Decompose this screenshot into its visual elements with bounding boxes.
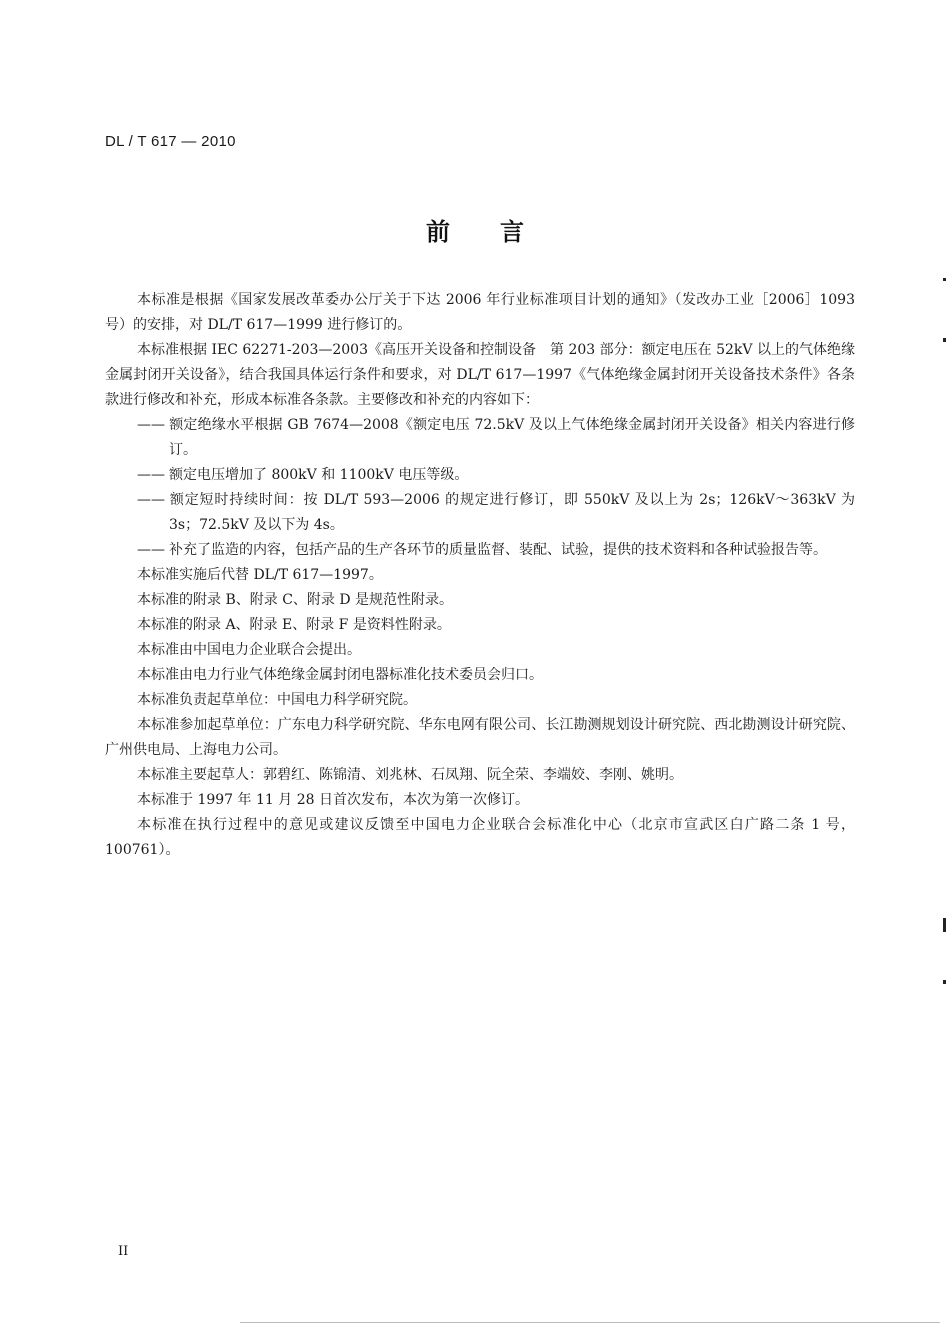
paragraph: 本标准根据 IEC 62271-203—2003《高压开关设备和控制设备 第 203 部分：额定电压在 52kV 以上的气体绝缘金属封闭开关设备》，结合我国具体运行条件和要求，对 DL/T 617—1997《气体绝缘金属封闭开关设备技术条件》各条款进行修改和补充，形成本标准各条款。主要修改和补充的内容如下： [105, 342, 855, 408]
list-item [137, 413, 855, 463]
paragraph: 本标准由中国电力企业联合会提出。 [137, 642, 361, 658]
paragraph: 本标准负责起草单位：中国电力科学研究院。 [137, 692, 417, 708]
list-item-text: 额定绝缘水平根据 GB 7674—2008《额定电压 72.5kV 及以上气体绝缘金属封闭开关设备》相关内容进行修订。 [169, 417, 855, 458]
scan-edge-mark [943, 918, 946, 932]
paragraph: 本标准参加起草单位：广东电力科学研究院、华东电网有限公司、长江勘测规划设计研究院、西北勘测设计研究院、广州供电局、上海电力公司。 [105, 717, 855, 758]
list-item-text: 额定短时持续时间：按 DL/T 593—2006 的规定进行修订，即 550kV 及以上为 2s；126kV～363kV 为 3s；72.5kV 及以下为 4s。 [169, 492, 855, 533]
scan-edge-mark [943, 278, 946, 281]
paragraph: 本标准的附录 B、附录 C、附录 D 是规范性附录。 [137, 592, 454, 608]
paragraph: 本标准于 1997 年 11 月 28 日首次发布，本次为第一次修订。 [137, 792, 529, 808]
paragraph: 本标准主要起草人：郭碧红、陈锦清、刘兆林、石凤翔、阮全荣、李端姣、李刚、姚明。 [137, 767, 683, 783]
paragraph: 本标准实施后代替 DL/T 617—1997。 [137, 567, 383, 583]
paragraph: 本标准在执行过程中的意见或建议反馈至中国电力企业联合会标准化中心（北京市宣武区白广路二条 1 号，100761）。 [105, 817, 855, 858]
document-code: DL / T 617 — 2010 [105, 133, 236, 150]
list-item-text: 额定电压增加了 800kV 和 1100kV 电压等级。 [169, 467, 469, 483]
list-item [137, 463, 855, 488]
dash-marker: —— [137, 467, 165, 483]
page-number: II [118, 1244, 129, 1259]
paragraph: 本标准的附录 A、附录 E、附录 F 是资料性附录。 [137, 617, 451, 633]
scan-edge-mark [943, 980, 946, 984]
scan-bottom-edge [240, 1322, 940, 1323]
list-item [137, 538, 855, 563]
dash-marker: —— [137, 492, 165, 508]
dash-marker: —— [137, 417, 165, 433]
scan-edge-mark [943, 338, 946, 342]
page-title: 前言 [426, 218, 574, 246]
dash-marker: —— [137, 542, 165, 558]
paragraph: 本标准由电力行业气体绝缘金属封闭电器标准化技术委员会归口。 [137, 667, 543, 683]
list-item-text: 补充了监造的内容，包括产品的生产各环节的质量监督、装配、试验，提供的技术资料和各种试验报告等。 [169, 542, 827, 558]
paragraph: 本标准是根据《国家发展改革委办公厅关于下达 2006 年行业标准项目计划的通知》（发改办工业［2006］1093 号）的安排，对 DL/T 617—1999 进行修订的。 [105, 292, 855, 333]
foreword-body [105, 288, 855, 863]
list-item [137, 488, 855, 538]
